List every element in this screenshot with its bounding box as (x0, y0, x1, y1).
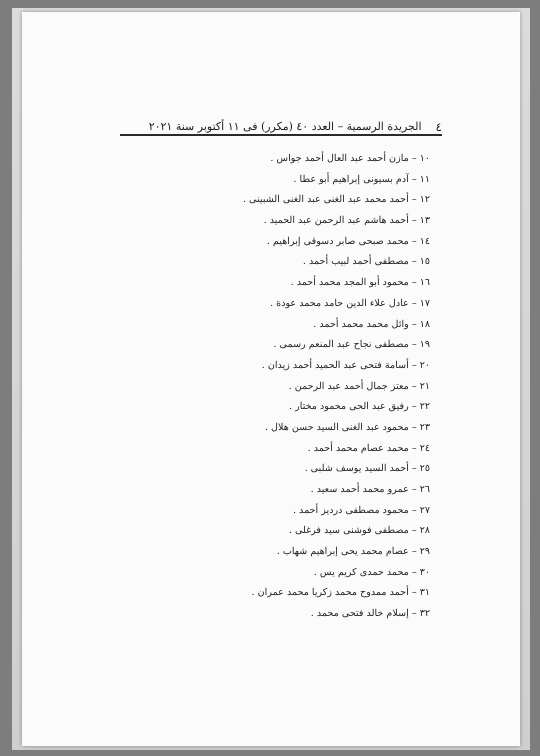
list-item: ٣١ – أحمد ممدوح محمد زكريا محمد عمران . (251, 587, 430, 599)
journal-title: الجريدة الرسمية – العدد ٤٠ (مكرر) فى ١١ أكتوبر سنة ٢٠٢١ (148, 120, 422, 133)
list-item: ٢٠ – أسامة فتحى عبد الحميد أحمد زيدان . (261, 359, 430, 371)
list-item: ١٧ – عادل علاء الدين حامد محمد عودة . (270, 297, 430, 309)
list-item: ١٥ – مصطفى أحمد لبيب أحمد . (302, 256, 430, 268)
list-item: ٣٢ – إسلام خالد فتحى محمد . (310, 608, 430, 620)
list-item: ٢٥ – أحمد السيد يوسف شلبى . (304, 463, 430, 475)
list-item: ٢١ – معتز جمال أحمد عبد الرحمن . (288, 380, 430, 392)
list-item: ١٩ – مصطفى نجاح عبد المنعم رسمى . (273, 339, 430, 351)
list-item: ٢٣ – محمود عبد الغنى السيد حسن هلال . (264, 421, 430, 433)
list-item: ٢٢ – رفيق عبد الحى محمود مختار . (289, 401, 430, 413)
page-number: ٤ (435, 120, 442, 134)
list-item: ٢٤ – محمد عصام محمد أحمد . (307, 442, 430, 454)
list-item: ٢٦ – عمرو محمد أحمد سعيد . (310, 484, 430, 495)
list-item: ١٤ – محمد صبحى صابر دسوقى إبراهيم . (266, 235, 430, 247)
names-list (150, 149, 430, 625)
list-item: ١١ – آدم بسيونى إبراهيم أبو عطا . (293, 173, 430, 185)
list-item: ١٠ – مازن أحمد عبد العال أحمد جواس . (270, 153, 430, 164)
list-item: ١٣ – أحمد هاشم عبد الرحمن عبد الحميد . (263, 215, 430, 227)
list-item: ٢٧ – محمود مصطفى درديز أحمد . (292, 504, 430, 516)
header-rule (120, 134, 442, 136)
list-item: ٢٩ – عصام محمد يحى إبراهيم شهاب . (276, 546, 430, 558)
list-item: ٢٨ – مصطفى فوشنى سيد فرغلى . (288, 525, 430, 537)
list-item: ١٦ – محمود أبو المجد محمد أحمد . (290, 277, 430, 289)
page-header (120, 112, 442, 134)
list-item: ١٨ – وائل محمد محمد أحمد . (313, 318, 430, 330)
list-item: ٣٠ – محمد حمدى كريم يس . (313, 566, 430, 578)
list-item: ١٢ – أحمد محمد عبد الغنى عبد الغنى الشبينى . (242, 194, 430, 206)
